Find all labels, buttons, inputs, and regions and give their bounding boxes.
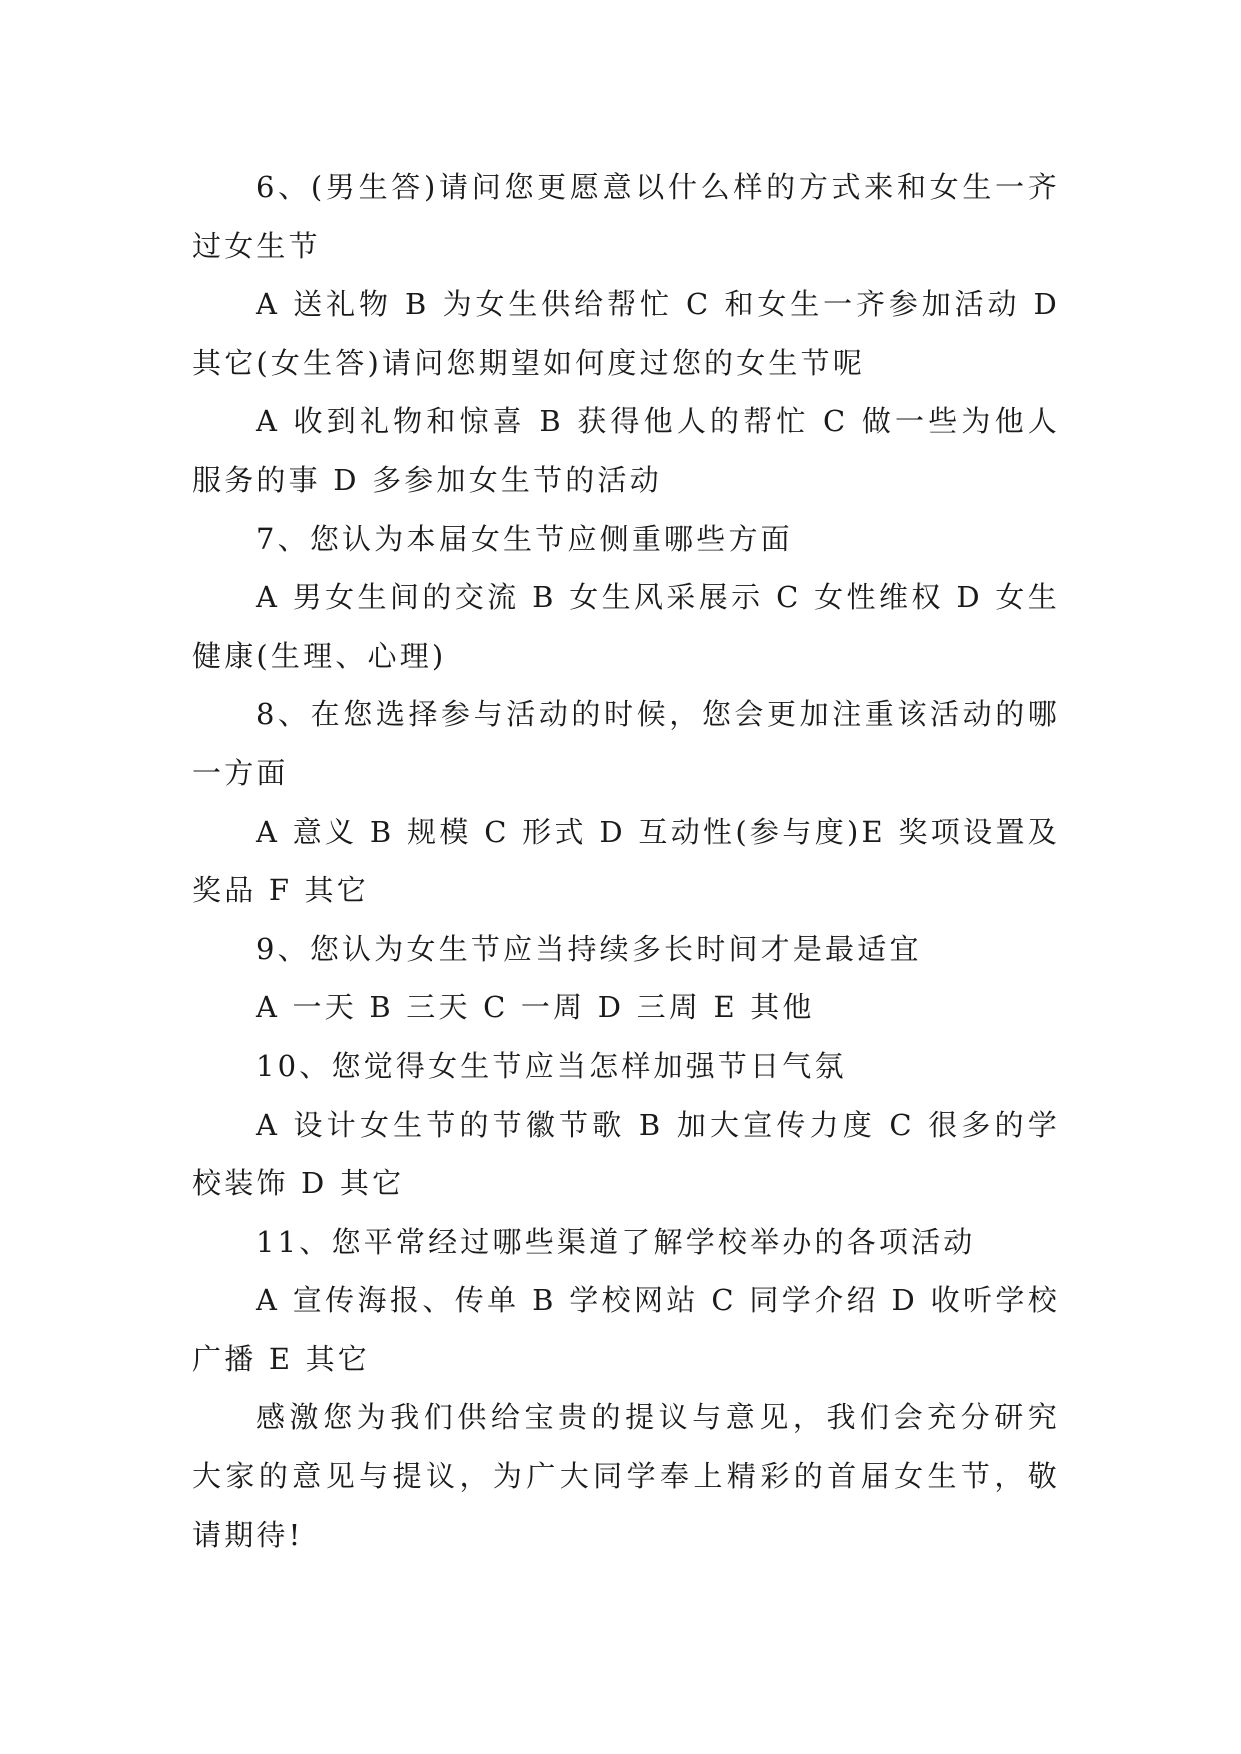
- question-9-options: A 一天 B 三天 C 一周 D 三周 E 其他: [256, 990, 815, 1025]
- question-6-female-options: A 收到礼物和惊喜 B 获得他人的帮忙 C 做一些为他人服务的事 D 多参加女生节的活动: [192, 404, 1060, 497]
- question-6-options: A 送礼物 B 为女生供给帮忙 C 和女生一齐参加活动 D 其它(女生答)请问您期望如何度过您的女生节呢: [192, 287, 1060, 380]
- question-8-text: 8、在您选择参与活动的时候，您会更加注重该活动的哪一方面: [192, 697, 1060, 790]
- question-7-text: 7、您认为本届女生节应侧重哪些方面: [256, 521, 793, 556]
- document-body: [192, 158, 1060, 1564]
- question-8-options: A 意义 B 规模 C 形式 D 互动性(参与度)E 奖项设置及奖品 F 其它: [192, 814, 1060, 908]
- question-10-options: A 设计女生节的节徽节歌 B 加大宣传力度 C 很多的学校装饰 D 其它: [192, 1107, 1060, 1201]
- question-11-text: 11、您平常经过哪些渠道了解学校举办的各项活动: [256, 1224, 976, 1259]
- question-6-text: 6、(男生答)请问您更愿意以什么样的方式来和女生一齐过女生节: [192, 170, 1060, 263]
- question-7-options: A 男女生间的交流 B 女生风采展示 C 女性维权 D 女生健康(生理、心理): [192, 580, 1060, 673]
- question-11-options: A 宣传海报、传单 B 学校网站 C 同学介绍 D 收听学校广播 E 其它: [192, 1283, 1060, 1376]
- question-9-text: 9、您认为女生节应当持续多长时间才是最适宜: [256, 931, 922, 966]
- question-10-text: 10、您觉得女生节应当怎样加强节日气氛: [256, 1048, 847, 1083]
- closing-paragraph: 感激您为我们供给宝贵的提议与意见，我们会充分研究大家的意见与提议，为广大同学奉上精彩的首届女生节，敬请期待!: [192, 1400, 1060, 1552]
